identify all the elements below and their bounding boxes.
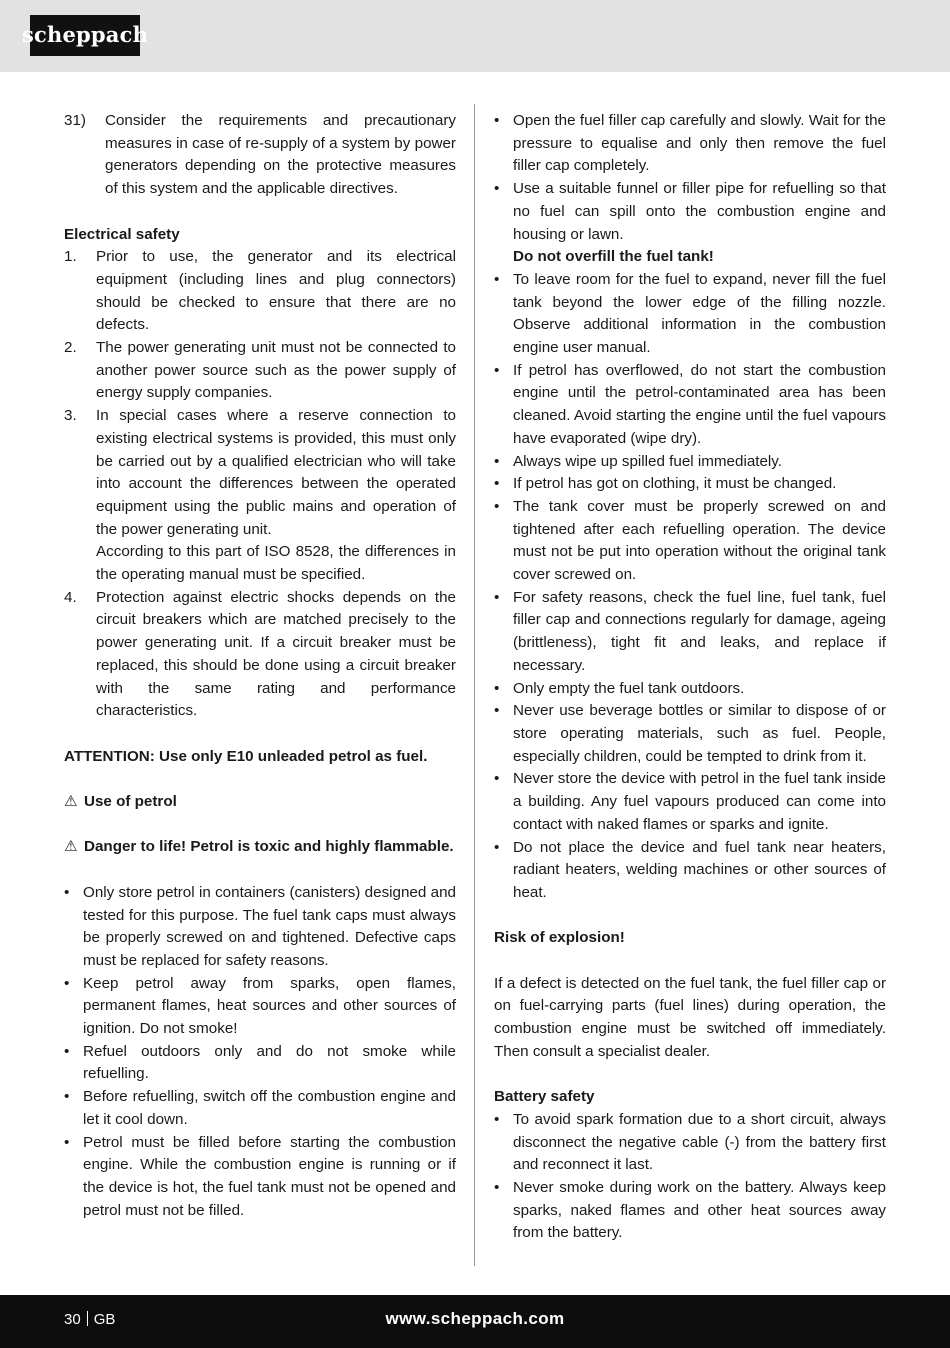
explosion-paragraph: If a defect is detected on the fuel tank, the fuel filler cap or on fuel-carrying parts (fuel lines) during operation, the combustion engine must be switched off immediately. Then consult a specialist dealer. [494, 974, 886, 1060]
danger-notice [64, 836, 456, 859]
item-text: Never smoke during work on the battery. Always keep sparks, naked flames and other heat sources away from the battery. [513, 1179, 886, 1242]
warning-triangle-icon: ⚠ [64, 793, 78, 811]
bullet-icon: • [64, 1042, 70, 1060]
item-text: Always wipe up spilled fuel immediately. [513, 452, 782, 470]
attention-notice: ATTENTION: Use only E10 unleaded petrol as fuel. [64, 747, 428, 765]
item-text: Open the fuel filler cap carefully and slowly. Wait for the pressure to equalise and only then remove the fuel filler cap completely. [513, 112, 886, 175]
list-item [64, 973, 456, 1041]
list-item [494, 678, 886, 701]
list-item [494, 587, 886, 678]
list-item [494, 178, 886, 246]
bullet-icon: • [64, 1088, 70, 1106]
page-number: 30 [64, 1311, 81, 1328]
battery-safety-heading: Battery safety [494, 1088, 595, 1106]
footer-bar [0, 1295, 950, 1348]
list-item [494, 451, 886, 474]
item-text: Before refuelling, switch off the combustion engine and let it cool down. [83, 1088, 456, 1128]
battery-bullet-list [494, 1109, 886, 1245]
bullet-icon: • [494, 270, 500, 288]
bullet-icon: • [494, 838, 500, 856]
list-item [494, 837, 886, 905]
item-text: In special cases where a reserve connection to existing electrical systems is provided, this must only be carried out by a qualified electrician who will take into account the differences between the operated equipment using the public mains and operation of the power generating unit. [96, 407, 456, 538]
fuel-bullet-list [494, 269, 886, 905]
item-text: The power generating unit must not be connected to another power source such as the power supply of energy supply companies. [96, 339, 456, 402]
bullet-icon: • [494, 361, 500, 379]
use-of-petrol-heading [64, 791, 456, 814]
item-number: 1. [64, 248, 77, 266]
bullet-icon: • [494, 770, 500, 788]
item-text: Refuel outdoors only and do not smoke while refuelling. [83, 1042, 456, 1083]
bullet-icon: • [64, 1133, 70, 1151]
bullet-icon: • [64, 883, 70, 901]
bullet-icon: • [494, 452, 500, 470]
list-item-31 [64, 110, 456, 201]
item-text: Only store petrol in containers (canisters) designed and tested for this purpose. The fuel tank caps must always be properly screwed on and tightened. Defective caps must be replaced for safety reasons. [83, 883, 456, 969]
item-text: Only empty the fuel tank outdoors. [513, 679, 745, 697]
list-item [494, 473, 886, 496]
petrol-bullet-list [64, 882, 456, 1223]
item-text: Do not place the device and fuel tank near heaters, radiant heaters, welding machines or other sources of heat. [513, 838, 886, 901]
bullet-icon: • [494, 588, 500, 606]
bullet-icon: • [64, 974, 70, 992]
list-item [494, 496, 886, 587]
item-text: Prior to use, the generator and its electrical equipment (including lines and plug connectors) should be checked to ensure that there are no defects. [96, 248, 456, 334]
item-text: Never store the device with petrol in the fuel tank inside a building. Any fuel vapours produced can come into contact with naked flames or sparks and ignite. [513, 770, 886, 833]
list-item [494, 1177, 886, 1245]
item-text: To leave room for the fuel to expand, never fill the fuel tank beyond the lower edge of the filling nozzle. Observe additional information in the combustion engine user manual. [513, 270, 886, 357]
list-item [64, 337, 456, 405]
item-number: 4. [64, 588, 77, 606]
item-text: If petrol has got on clothing, it must be changed. [513, 475, 837, 493]
warning-triangle-icon: ⚠ [64, 838, 78, 856]
list-item [64, 587, 456, 723]
list-item [494, 269, 886, 360]
bullet-icon: • [494, 1110, 500, 1128]
electrical-safety-heading: Electrical safety [64, 225, 180, 243]
header-bar [0, 0, 950, 72]
list-item [64, 1086, 456, 1131]
website-url: www.scheppach.com [385, 1309, 565, 1328]
bullet-icon: • [494, 1179, 500, 1196]
column-divider [474, 104, 475, 1266]
item-number: 2. [64, 339, 77, 357]
bullet-icon: • [494, 497, 500, 515]
item-text: Never use beverage bottles or similar to dispose of or store operating materials, such as fuel. People, especially children, could be tempted to drink from it. [513, 702, 886, 765]
item-text: Keep petrol away from sparks, open flames, permanent flames, heat sources and other sources of ignition. Do not smoke! [83, 974, 456, 1038]
item-text: The tank cover must be properly screwed on and tightened after each refuelling operation. The device must not be put into operation without the original tank cover screwed on. [513, 497, 886, 584]
item-number: 3. [64, 407, 77, 425]
left-column [64, 110, 456, 1222]
item-3-note: According to this part of ISO 8528, the differences in the operating manual must be specified. [96, 543, 456, 584]
list-item [494, 110, 886, 178]
list-item [494, 700, 886, 768]
refuelling-bullet-list [494, 110, 886, 246]
list-item [64, 1041, 456, 1086]
list-item [64, 882, 456, 973]
item-text: Consider the requirements and precautionary measures in case of re-supply of a system by power generators depending on the protective measures of this system and the applicable directives. [105, 112, 456, 198]
list-item [64, 246, 456, 337]
brand-logo: scheppach [30, 15, 140, 56]
right-column [494, 110, 886, 1245]
overfill-warning: Do not overfill the fuel tank! [513, 248, 714, 266]
bullet-icon: • [494, 180, 500, 198]
list-item [494, 1109, 886, 1177]
list-item [64, 405, 456, 541]
item-text: Petrol must be filled before starting the combustion engine. While the combustion engine is running or if the device is hot, the fuel tank must not be opened and petrol must not be filled. [83, 1133, 456, 1219]
item-text: For safety reasons, check the fuel line, fuel tank, fuel filler cap and connections regularly for damage, ageing (brittleness), tight fit and leaks, and replace if necessary. [513, 588, 886, 674]
list-item [64, 1132, 456, 1223]
bullet-icon: • [494, 679, 500, 697]
danger-text: Danger to life! Petrol is toxic and highly flammable. [84, 838, 454, 856]
bullet-icon: • [494, 702, 500, 720]
item-number: 31) [64, 112, 86, 129]
item-text: Use a suitable funnel or filler pipe for refuelling so that no fuel can spill onto the combustion engine and housing or lawn. [513, 180, 886, 243]
item-text: Protection against electric shocks depends on the circuit breakers which are matched precisely to the power generating unit. If a circuit breaker must be replaced, this should be done using a circuit breaker with the same rating and performance characteristics. [96, 588, 456, 720]
bullet-icon: • [494, 112, 500, 129]
item-text: If petrol has overflowed, do not start the combustion engine until the petrol-contaminated area has been cleaned. Avoid starting the engine until the fuel vapours have evaporated (wipe dry). [513, 361, 886, 447]
list-item [494, 768, 886, 836]
item-text: To avoid spark formation due to a short circuit, always disconnect the negative cable (-) from the battery first and reconnect it last. [513, 1110, 886, 1174]
heading-text: Use of petrol [84, 793, 177, 811]
list-item [494, 360, 886, 451]
bullet-icon: • [494, 475, 500, 493]
risk-of-explosion-heading: Risk of explosion! [494, 929, 625, 947]
language-code: GB [93, 1311, 116, 1328]
